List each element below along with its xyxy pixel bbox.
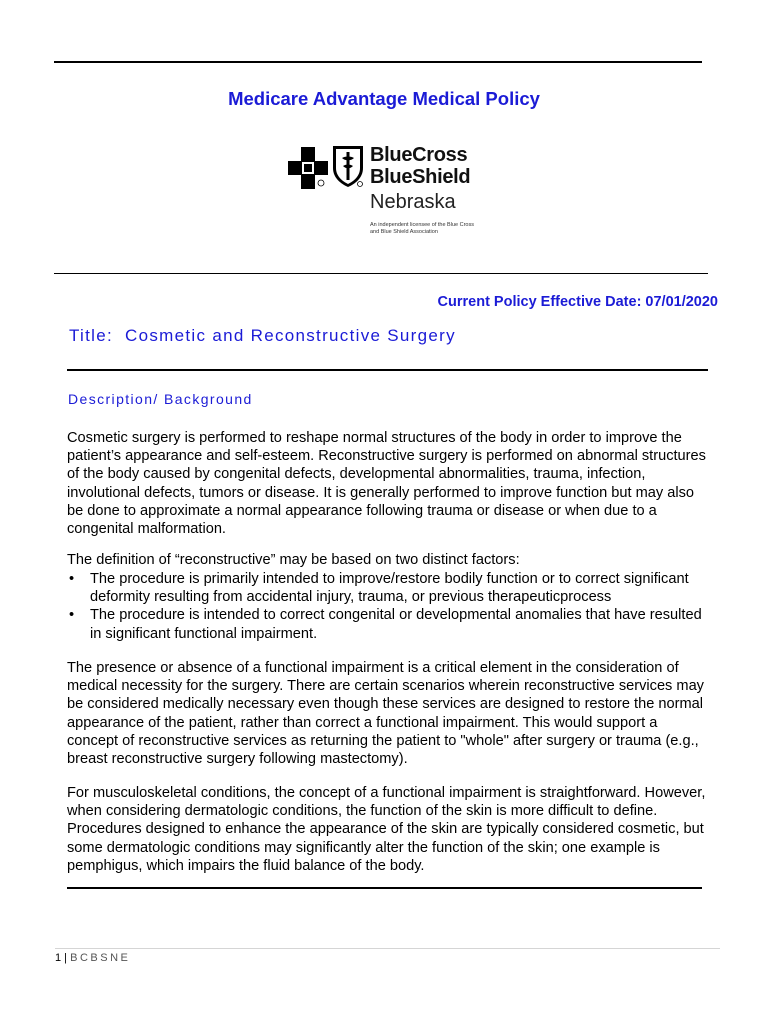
document-header-title: Medicare Advantage Medical Policy <box>228 88 540 109</box>
list-item <box>67 606 717 642</box>
page-number: 1 <box>55 952 62 964</box>
footer-divider <box>55 948 720 949</box>
paragraph-3: The presence or absence of a functional impairment is a critical element in the consideration of medical necessity for the surgery. There are certain scenarios wherein reconstructive services may be considered medically necessary even though these services are designed to restore the normal appearance of the patient, rather than correct a functional impairment. This would support a concept of reconstructive services as returning the patient to "whole" after surgery or trauma (e.g., breast reconstructive surgery following mastectomy). <box>67 660 704 768</box>
paragraph-2: The definition of “reconstructive” may be based on two distinct factors: <box>67 552 520 568</box>
bullet-list <box>67 570 717 643</box>
logo-tagline: An independent licensee of the Blue Cross and Blue Shield Association <box>370 222 474 235</box>
logo-state: Nebraska <box>370 191 456 213</box>
policy-title: Title: Cosmetic and Reconstructive Surgery <box>69 326 456 345</box>
bottom-rule <box>67 887 702 889</box>
footer-org: BCBSNE <box>70 952 131 964</box>
bullet-text: The procedure is intended to correct congenital or developmental anomalies that have resulted in significant functional impairment. <box>90 607 702 642</box>
bcbs-nebraska-logo <box>288 141 488 241</box>
blue-shield-icon <box>331 144 365 188</box>
bullet-icon: • <box>69 571 75 587</box>
effective-date: Current Policy Effective Date: 07/01/2020 <box>437 294 718 310</box>
bullet-icon: • <box>69 607 75 624</box>
logo-brand-line1: BlueCross <box>370 144 468 166</box>
paragraph-4: For musculoskeletal conditions, the concept of a functional impairment is straightforward. However, when considering dermatologic conditions, the function of the skin is more difficult to define. Procedures designed to enhance the appearance of the skin are typically considered cosmetic, but some dermatologic conditions may significantly alter the function of the skin; one example is pemphigus, which impairs the fluid balance of the body. <box>67 785 706 874</box>
paragraph-1: Cosmetic surgery is performed to reshape normal structures of the body in order to improve the patient’s appearance and self-esteem. Reconstructive surgery is performed on abnormal structures of the body caused by congenital defects, developmental abnormalities, trauma, infection, involutional defects, tumors or disease. It is generally performed to improve function but may also be done to approximate a normal appearance following trauma or disease or when due to a congenital malformation. <box>67 430 706 538</box>
bullet-text: The procedure is primarily intended to improve/restore bodily function or to correct significant deformity resulting from accidental injury, trauma, or previous therapeuticprocess <box>90 571 689 606</box>
page-footer <box>55 952 130 964</box>
logo-brand-line2: BlueShield <box>370 166 471 188</box>
title-rule <box>67 369 708 371</box>
top-rule <box>54 61 702 63</box>
header-divider <box>54 273 708 274</box>
list-item <box>67 570 717 606</box>
blue-cross-icon <box>288 147 328 189</box>
footer-separator: | <box>61 952 71 964</box>
section-heading: Description/ Background <box>68 391 253 407</box>
